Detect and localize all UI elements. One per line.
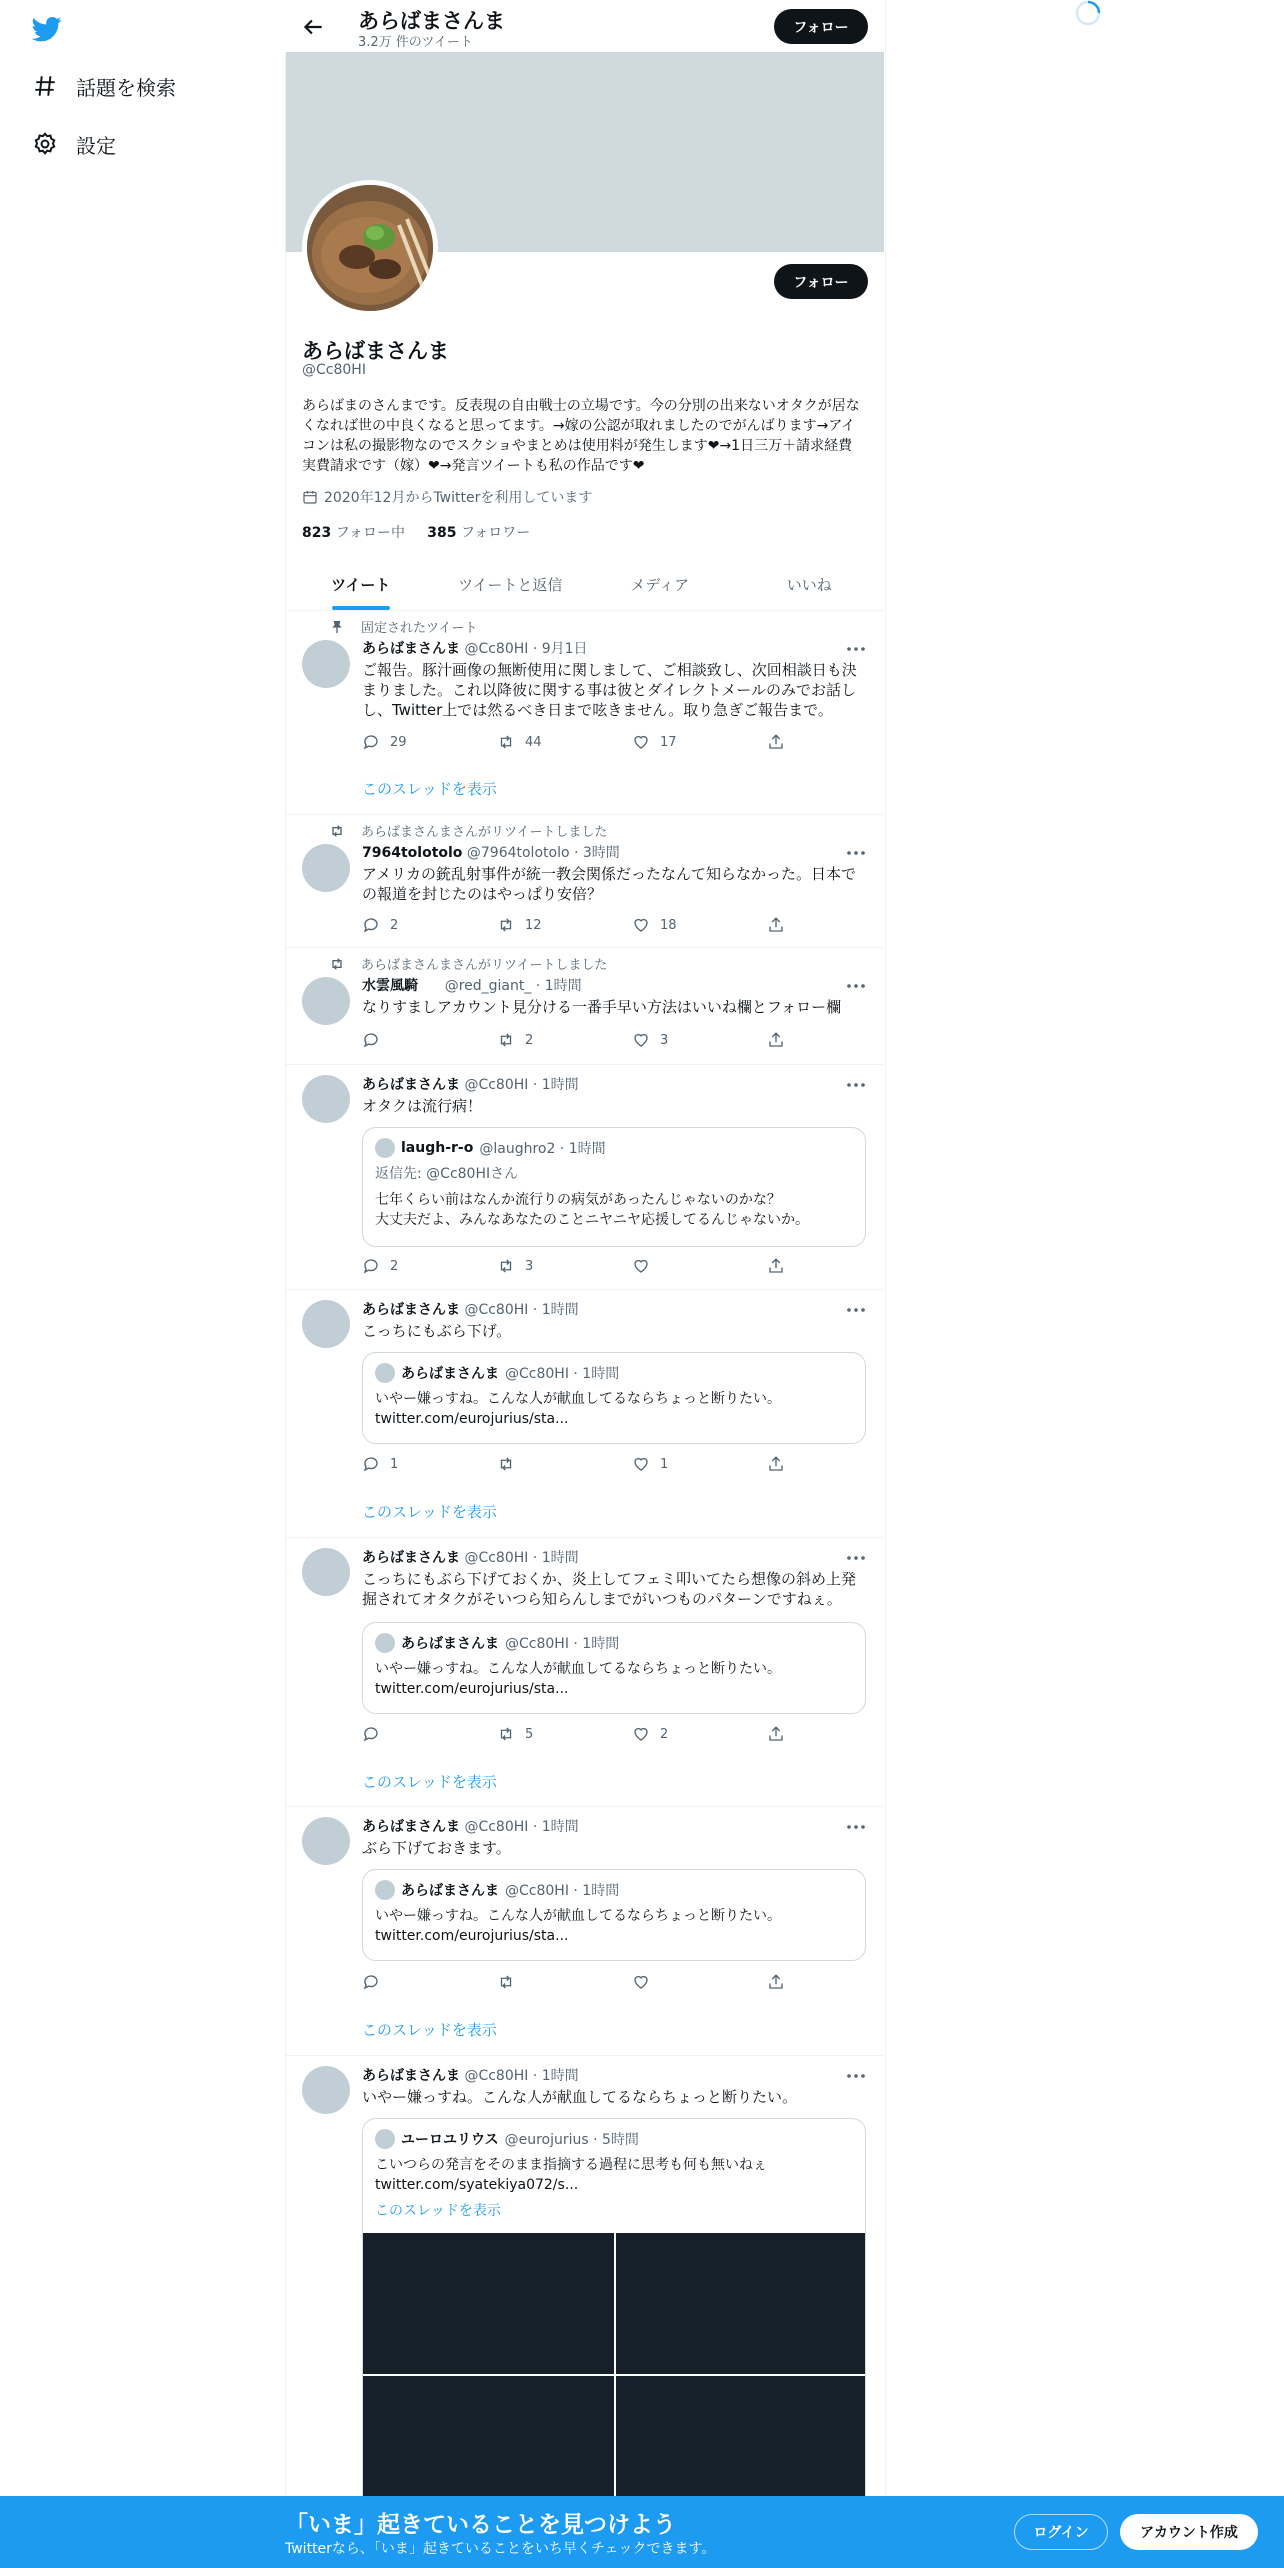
- heart-icon: [632, 733, 650, 751]
- share-button[interactable]: [767, 1455, 785, 1473]
- retweet-button[interactable]: 3: [497, 1257, 533, 1275]
- tab-likes[interactable]: いいね: [786, 575, 832, 594]
- share-icon: [767, 1031, 785, 1049]
- like-button[interactable]: 18: [632, 916, 677, 934]
- nav-explore-label: 話題を検索: [76, 75, 176, 100]
- reply-icon: [362, 733, 380, 751]
- signup-banner-title: 「いま」起きていることを見つけよう: [285, 2512, 676, 2538]
- quote-reply-to: 返信先: @Cc80HIさん: [375, 1166, 519, 1182]
- more-options-icon[interactable]: [846, 1080, 866, 1090]
- more-options-icon[interactable]: [846, 1822, 866, 1832]
- tweet-header: あらばまさんま @Cc80HI · 9月1日: [362, 641, 588, 657]
- tweet-item[interactable]: [286, 815, 884, 948]
- show-thread-link[interactable]: このスレッドを表示: [362, 1773, 497, 1791]
- reply-button[interactable]: [362, 1031, 390, 1049]
- reply-icon: [362, 916, 380, 934]
- nav-settings-label: 設定: [76, 133, 116, 158]
- tweet-avatar[interactable]: [302, 640, 350, 688]
- tweet-item[interactable]: [286, 1065, 884, 1290]
- hashtag-icon: [32, 73, 58, 99]
- reply-button[interactable]: 1: [362, 1455, 398, 1473]
- quote-text: 七年くらい前はなんか流行りの病気があったんじゃないのかな？ 大丈夫だよ、みんなあなたのことニヤニヤ応援してるんじゃないか。: [375, 1192, 809, 1228]
- tweet-actions: [362, 916, 782, 936]
- header-tweet-count: 3.2万 件のツイート: [358, 35, 473, 50]
- quote-text: いやー嫌っすね。こんな人が献血してるならちょっと断りたい。 twitter.com/eurojurius/sta...: [375, 1391, 781, 1427]
- reply-icon: [362, 1031, 380, 1049]
- following-link[interactable]: 823 フォロー中: [302, 525, 405, 541]
- show-thread-link[interactable]: このスレッドを表示: [362, 2021, 497, 2039]
- tweet-avatar[interactable]: [302, 977, 350, 1025]
- share-icon: [767, 1973, 785, 1991]
- followers-link[interactable]: 385 フォロワー: [427, 525, 531, 541]
- login-button[interactable]: ログイン: [1014, 2514, 1108, 2550]
- tweet-text: ぶら下げておきます。: [362, 1839, 511, 1857]
- share-icon: [767, 916, 785, 934]
- tab-tweets-and-replies[interactable]: ツイートと返信: [458, 575, 563, 594]
- share-button[interactable]: [767, 916, 785, 934]
- tweet-header: あらばまさんま @Cc80HI · 1時間: [362, 1077, 579, 1093]
- quote-header: laugh-r-o @laughro2 · 1時間: [375, 1138, 606, 1158]
- tweet-item[interactable]: [286, 611, 884, 815]
- share-icon: [767, 1725, 785, 1743]
- tweet-item[interactable]: [286, 1290, 884, 1538]
- quote-avatar: [375, 1633, 395, 1653]
- tab-media[interactable]: メディア: [630, 575, 690, 594]
- signup-banner-subtitle: Twitterなら、「いま」起きていることをいち早くチェックできます。: [285, 2541, 716, 2557]
- heart-icon: [632, 1973, 650, 1991]
- share-button[interactable]: [767, 1725, 785, 1743]
- tweet-avatar[interactable]: [302, 1075, 350, 1123]
- loading-spinner-icon: [1075, 0, 1101, 26]
- like-button[interactable]: 17: [632, 733, 677, 751]
- twitter-logo-icon[interactable]: [30, 14, 64, 44]
- header-profile-name: あらばまさんま: [358, 9, 505, 33]
- retweet-icon: [329, 823, 345, 839]
- retweet-icon: [497, 916, 515, 934]
- tweet-context: あらばまさんまさんがリツイートしました: [361, 954, 607, 973]
- show-thread-link[interactable]: このスレッドを表示: [362, 1503, 497, 1521]
- profile-tabs: [286, 558, 884, 611]
- tweet-text: オタクは流行病！: [362, 1097, 483, 1115]
- retweet-button[interactable]: 2: [497, 1031, 533, 1049]
- heart-icon: [632, 916, 650, 934]
- quote-header: ユーロユリウス @eurojurius · 5時間: [375, 2129, 639, 2149]
- profile-joined: [302, 487, 592, 507]
- tweet-item[interactable]: [286, 1538, 884, 1807]
- tweet-item[interactable]: [286, 1807, 884, 2056]
- profile-follow-button[interactable]: フォロー: [774, 264, 868, 299]
- tweet-text: こっちにもぶら下げておくか、炎上してフェミ叩いてたら想像の斜め上発掘されてオタクがそいつら知らんしまでがいつものパターンですねぇ。: [362, 1570, 856, 1608]
- tweet-actions: [362, 1031, 782, 1051]
- share-button[interactable]: [767, 1257, 785, 1275]
- tweet-header: あらばまさんま @Cc80HI · 1時間: [362, 2068, 579, 2084]
- quote-header: あらばまさんま @Cc80HI · 1時間: [375, 1633, 619, 1653]
- tweet-header: 7964tolotolo @7964tolotolo · 3時間: [362, 845, 620, 861]
- heart-icon: [632, 1455, 650, 1473]
- like-button[interactable]: 3: [632, 1031, 668, 1049]
- gear-icon: [32, 131, 58, 157]
- tweet-context: 固定されたツイート: [361, 617, 477, 636]
- quote-avatar: [375, 2129, 395, 2149]
- tweet-actions: [362, 733, 782, 753]
- media-image[interactable]: [616, 2233, 866, 2374]
- calendar-icon: [302, 489, 318, 505]
- show-thread-link[interactable]: このスレッドを表示: [362, 780, 497, 798]
- reply-button[interactable]: 29: [362, 733, 407, 751]
- profile-bio: あらばまのさんまです。反表現の自由戦士の立場です。今の分別の出来ないオタクが居なくなれば世の中良くなると思ってます。→嫁の公認が取れましたのでがんばります→アイコンは私の撮影物なのでスクショやまとめは使用料が発生します❤→1日三万＋請求経費実費請求です（嫁）❤→発言ツイートも私の作品です❤: [302, 398, 860, 474]
- tweet-avatar[interactable]: [302, 1817, 350, 1865]
- retweet-button[interactable]: [497, 1973, 525, 1991]
- quoted-tweet[interactable]: [362, 1869, 866, 1961]
- quote-avatar: [375, 1138, 395, 1158]
- tab-tweets[interactable]: ツイート: [286, 558, 436, 610]
- profile-follow-stats: [302, 522, 530, 542]
- reply-icon: [362, 1973, 380, 1991]
- retweet-icon: [497, 1031, 515, 1049]
- retweet-icon: [329, 956, 345, 972]
- quoted-tweet[interactable]: [362, 1622, 866, 1714]
- like-button[interactable]: 1: [632, 1455, 668, 1473]
- retweet-button[interactable]: [497, 1455, 525, 1473]
- reply-icon: [362, 1725, 380, 1743]
- share-button[interactable]: [767, 733, 785, 751]
- back-arrow-icon[interactable]: [300, 14, 326, 40]
- more-options-icon[interactable]: [846, 981, 866, 991]
- tweet-header: あらばまさんま @Cc80HI · 1時間: [362, 1302, 579, 1318]
- quote-text: こいつらの発言をそのまま指摘する過程に思考も何も無いねぇ twitter.com/syatekiya072/s...: [375, 2157, 767, 2193]
- retweet-button[interactable]: 44: [497, 733, 542, 751]
- heart-icon: [632, 1031, 650, 1049]
- retweet-button[interactable]: 5: [497, 1725, 533, 1743]
- like-button[interactable]: [632, 1257, 660, 1275]
- tweet-avatar[interactable]: [302, 1548, 350, 1596]
- share-icon: [767, 1455, 785, 1473]
- quote-header: あらばまさんま @Cc80HI · 1時間: [375, 1363, 619, 1383]
- tweet-avatar[interactable]: [302, 844, 350, 892]
- quote-media-grid: [363, 2233, 866, 2518]
- like-button[interactable]: 2: [632, 1725, 668, 1743]
- retweet-icon: [497, 1973, 515, 1991]
- quote-header: あらばまさんま @Cc80HI · 1時間: [375, 1880, 619, 1900]
- more-options-icon[interactable]: [846, 2071, 866, 2081]
- tweet-actions: [362, 1725, 782, 1745]
- reply-button[interactable]: 2: [362, 1257, 398, 1275]
- heart-icon: [632, 1725, 650, 1743]
- profile-handle: @Cc80HI: [302, 362, 366, 378]
- signup-button[interactable]: アカウント作成: [1120, 2514, 1258, 2550]
- heart-icon: [632, 1257, 650, 1275]
- reply-button[interactable]: [362, 1725, 390, 1743]
- media-image[interactable]: [363, 2233, 614, 2374]
- tweet-header: あらばまさんま @Cc80HI · 1時間: [362, 1819, 579, 1835]
- retweet-icon: [497, 1455, 515, 1473]
- profile-avatar[interactable]: [302, 180, 438, 316]
- tweet-text: こっちにもぶら下げ。: [362, 1322, 512, 1340]
- more-options-icon[interactable]: [846, 644, 866, 654]
- profile-photo-image: [307, 185, 433, 311]
- retweet-icon: [497, 1257, 515, 1275]
- tweet-actions: [362, 1455, 782, 1475]
- tweet-avatar[interactable]: [302, 1300, 350, 1348]
- pin-icon: [329, 619, 345, 635]
- retweet-icon: [497, 733, 515, 751]
- nav-explore[interactable]: [32, 66, 176, 106]
- more-options-icon[interactable]: [846, 848, 866, 858]
- quote-text: いやー嫌っすね。こんな人が献血してるならちょっと断りたい。 twitter.com/eurojurius/sta...: [375, 1661, 781, 1697]
- tweet-text: なりすましアカウント見分ける一番手早い方法はいいね欄とフォロー欄: [362, 998, 842, 1016]
- quoted-tweet[interactable]: [362, 1127, 866, 1247]
- tweet-item[interactable]: [286, 2056, 884, 2496]
- profile-joined-text: 2020年12月からTwitterを利用しています: [324, 490, 593, 506]
- profile-name: あらばまさんま: [302, 339, 449, 363]
- more-options-icon[interactable]: [846, 1553, 866, 1563]
- quoted-tweet[interactable]: [362, 2118, 866, 2518]
- tweet-actions: [362, 1973, 782, 1993]
- retweet-button[interactable]: 12: [497, 916, 542, 934]
- quote-text: いやー嫌っすね。こんな人が献血してるならちょっと断りたい。 twitter.com/eurojurius/sta...: [375, 1908, 781, 1944]
- share-icon: [767, 733, 785, 751]
- tweet-text: ご報告。豚汁画像の無断使用に関しまして、ご相談致し、次回相談日も決まりました。これ以降彼に関する事は彼とダイレクトメールのみでお話しし、Twitter上では然るべき日まで呟きません。取り急ぎご報告まで。: [362, 661, 857, 719]
- tweet-text: いやー嫌っすね。こんな人が献血してるならちょっと断りたい。: [362, 2088, 798, 2106]
- quote-avatar: [375, 1363, 395, 1383]
- tweet-header: あらばまさんま @Cc80HI · 1時間: [362, 1550, 579, 1566]
- quote-show-thread-link[interactable]: このスレッドを表示: [375, 2203, 501, 2219]
- reply-button[interactable]: 2: [362, 916, 398, 934]
- tweet-text: アメリカの銃乱射事件が統一教会関係だったなんて知らなかった。日本での報道を封じたのはやっぱり安倍？: [362, 865, 856, 903]
- quoted-tweet[interactable]: [362, 1352, 866, 1444]
- tweet-item[interactable]: [286, 948, 884, 1065]
- nav-settings[interactable]: [32, 124, 116, 164]
- retweet-icon: [497, 1725, 515, 1743]
- tweet-avatar[interactable]: [302, 2066, 350, 2114]
- share-button[interactable]: [767, 1031, 785, 1049]
- reply-icon: [362, 1455, 380, 1473]
- more-options-icon[interactable]: [846, 1305, 866, 1315]
- share-button[interactable]: [767, 1973, 785, 1991]
- like-button[interactable]: [632, 1973, 660, 1991]
- tweet-actions: [362, 1257, 782, 1277]
- reply-icon: [362, 1257, 380, 1275]
- quote-avatar: [375, 1880, 395, 1900]
- tweet-header: 水雲風騎 @red_giant_ · 1時間: [362, 978, 582, 994]
- header-follow-button[interactable]: フォロー: [774, 9, 868, 44]
- share-icon: [767, 1257, 785, 1275]
- tweet-context: あらばまさんまさんがリツイートしました: [361, 821, 607, 840]
- reply-button[interactable]: [362, 1973, 390, 1991]
